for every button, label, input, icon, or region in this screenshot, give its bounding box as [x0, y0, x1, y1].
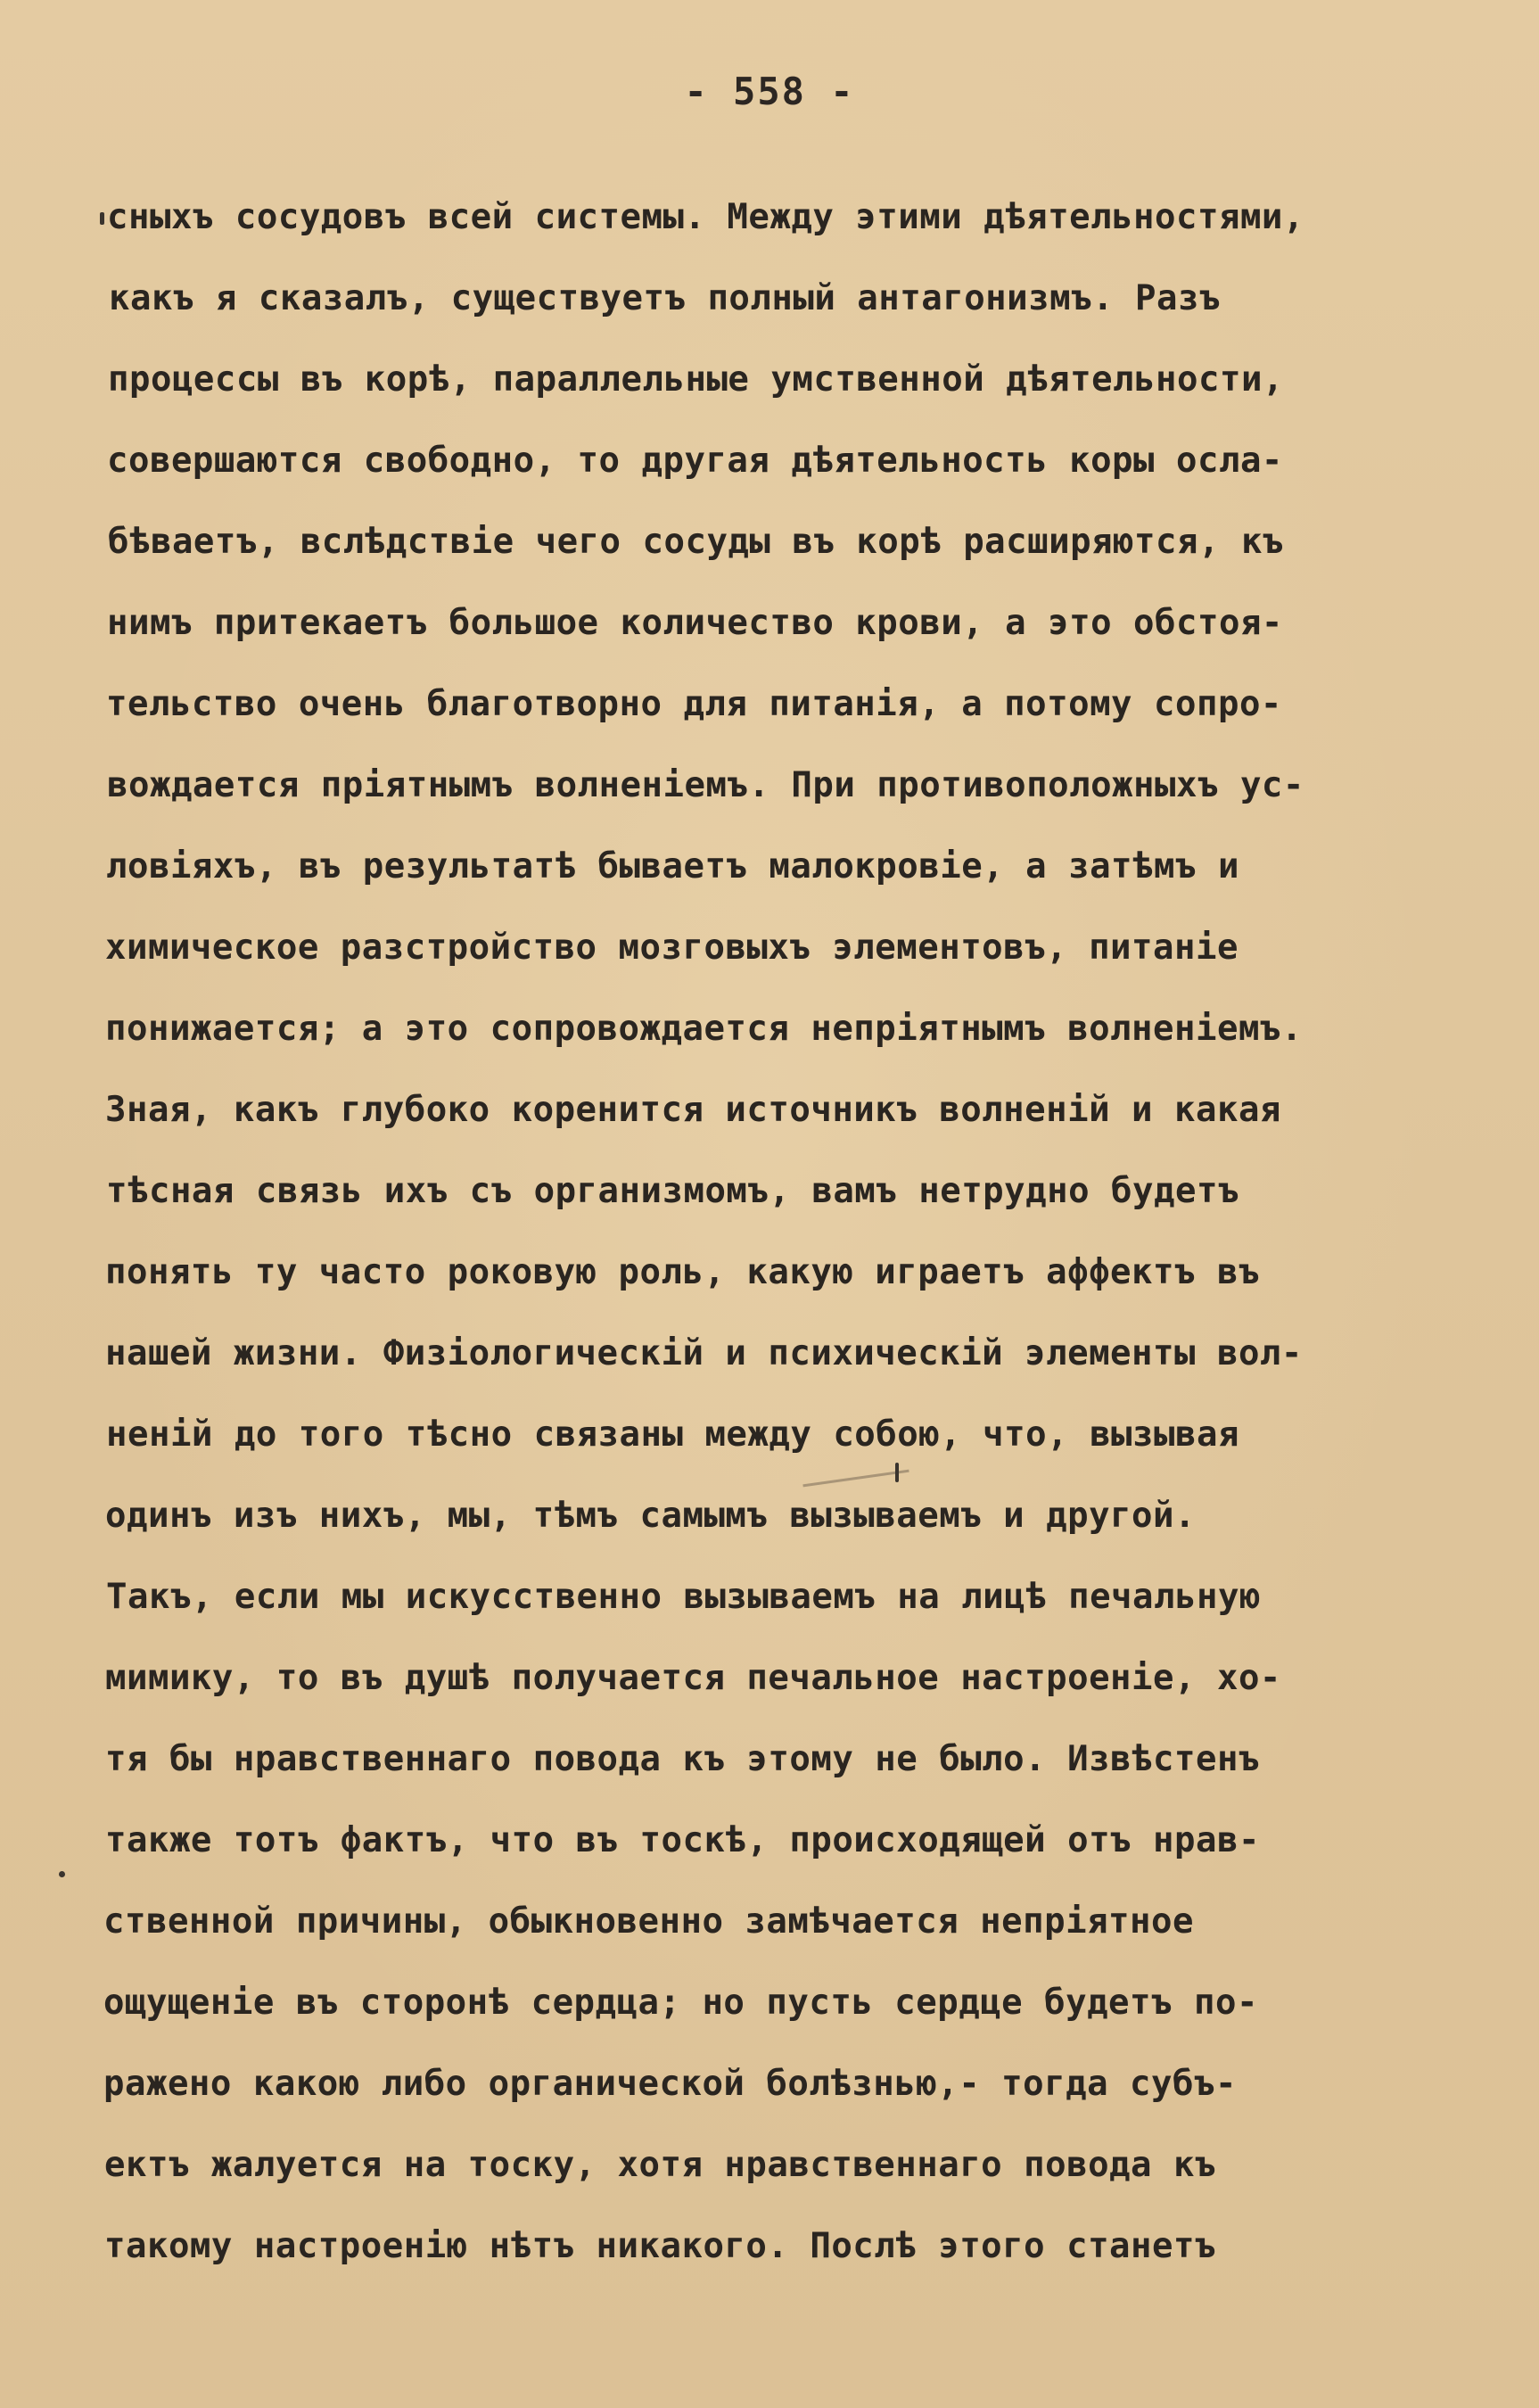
text-line: вождается пріятнымъ волненіемъ. При противоположныхъ ус-	[107, 765, 1304, 805]
text-line: тя бы нравственнаго повода къ этому не было. Извѣстенъ	[105, 1739, 1260, 1779]
text-line: Зная, какъ глубоко коренится источникъ волненій и какая	[105, 1090, 1281, 1130]
page-number: - 558 -	[684, 70, 855, 113]
text-line: ражено какою либо органической болѣзнью,- тогда субъ-	[103, 2064, 1237, 2104]
text-line: процессы въ корѣ, параллельные умственной дѣятельности,	[108, 359, 1284, 400]
text-line: такому настроенію нѣтъ никакого. Послѣ этого станетъ	[104, 2226, 1216, 2266]
text-line: одинъ изъ нихъ, мы, тѣмъ самымъ вызываемъ и другой.	[105, 1496, 1196, 1536]
text-line: ловіяхъ, въ результатѣ бываетъ малокровіе, а затѣмъ и	[106, 846, 1239, 887]
text-line: неній до того тѣсно связаны между собою, что, вызывая	[106, 1414, 1239, 1455]
text-line: мимику, то въ душѣ получается печальное настроеніе, хо-	[105, 1658, 1281, 1698]
text-line: совершаются свободно, то другая дѣятельность коры осла-	[107, 441, 1283, 481]
ink-dot	[59, 1871, 65, 1877]
text-line: бѣваетъ, вслѣдствіе чего сосуды въ корѣ расширяются, къ	[108, 522, 1284, 562]
text-line: также тотъ фактъ, что въ тоскѣ, происходящей отъ нрав-	[105, 1820, 1260, 1860]
text-line: нимъ притекаетъ большое количество крови, а это обстоя-	[107, 603, 1283, 643]
ink-smudge	[802, 1470, 909, 1488]
text-line: тельство очень благотворно для питанія, а потому сопро-	[106, 684, 1282, 724]
ink-mark	[895, 1463, 899, 1482]
text-line: ощущеніе въ сторонѣ сердца; но пусть сердце будетъ по-	[103, 1983, 1258, 2023]
text-line: понять ту часто роковую роль, какую играетъ аффектъ въ	[105, 1252, 1260, 1292]
ink-mark	[100, 212, 104, 225]
text-line: какъ я сказалъ, существуетъ полный антагонизмъ. Разъ	[109, 278, 1221, 318]
text-line: понижается; а это сопровождается непріятнымъ волненіемъ.	[105, 1009, 1303, 1049]
text-line: тѣсная связь ихъ съ организмомъ, вамъ нетрудно будетъ	[106, 1171, 1239, 1211]
text-line: ственной причины, обыкновенно замѣчается непріятное	[103, 1901, 1194, 1942]
text-line: Такъ, если мы искусственно вызываемъ на лицѣ печальную	[106, 1577, 1261, 1617]
text-line: нашей жизни. Физіологическій и психическій элементы вол-	[105, 1333, 1303, 1373]
text-line: сныхъ сосудовъ всей системы. Между этими дѣятельностями,	[107, 197, 1304, 237]
text-line: химическое разстройство мозговыхъ элементовъ, питаніе	[105, 928, 1239, 968]
text-line: ектъ жалуется на тоску, хотя нравственнаго повода къ	[104, 2145, 1216, 2185]
